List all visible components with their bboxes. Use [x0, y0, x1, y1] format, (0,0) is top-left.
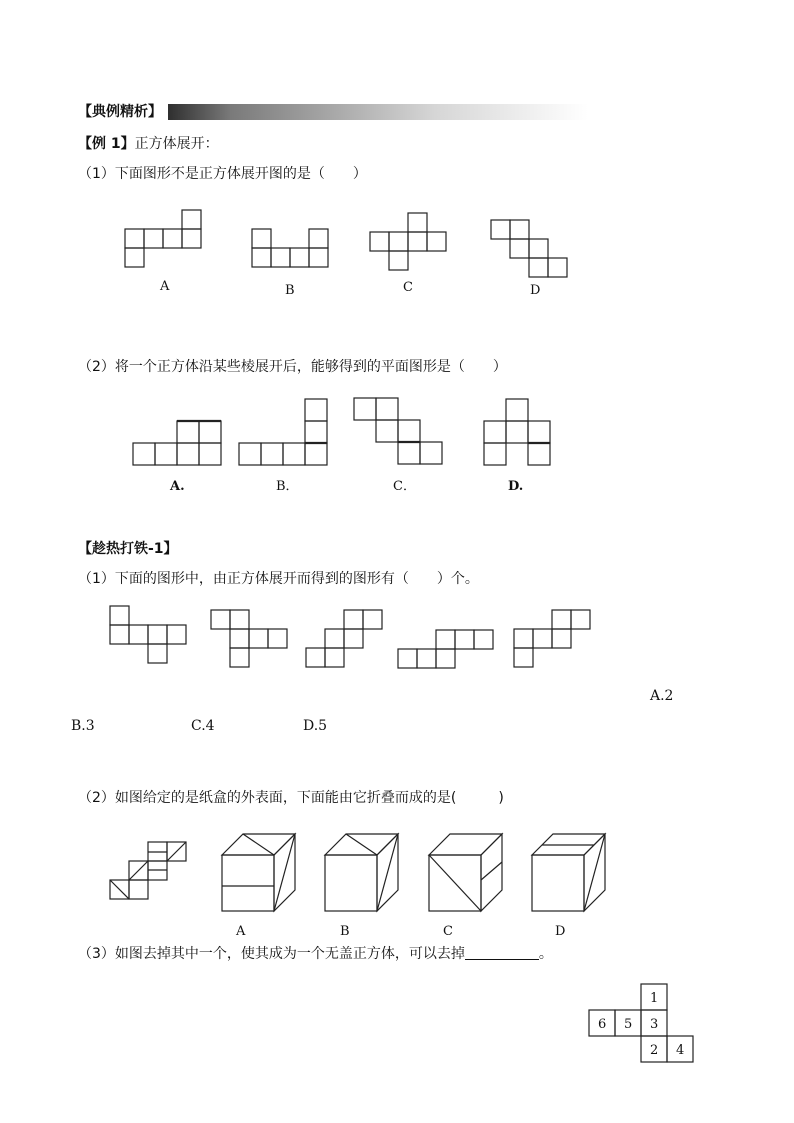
fold-d-label: D. [508, 479, 524, 494]
net-d-label: D [530, 283, 541, 298]
example-1-question-2: （2）将一个正方体沿某些棱展开后，能够得到的平面图形是（ ） [78, 359, 507, 375]
section-title: 【典例精析】 [78, 103, 168, 121]
option-b: B.3 [71, 718, 95, 734]
net-number-1: 1 [650, 991, 659, 1006]
practice-question-3-end: 。 [538, 946, 553, 962]
net-c-label: C [403, 280, 413, 295]
example-1-label: 【例 1】 [78, 136, 135, 152]
net-number-4: 4 [676, 1043, 685, 1058]
practice-question-2: （2）如图给定的是纸盒的外表面，下面能由它折叠而成的是( ) [78, 790, 504, 806]
example-1-title: 正方体展开： [134, 136, 219, 152]
net-b-label: B [285, 283, 295, 298]
fold-b-label: B． [276, 479, 299, 494]
example-1-question-1: （1）下面图形不是正方体展开图的是（ ） [78, 166, 367, 182]
option-d: D.5 [303, 718, 328, 734]
option-c: C.4 [191, 718, 215, 734]
net-a-label: A [160, 279, 170, 294]
practice-heading: 【趁热打铁-1】 [78, 541, 178, 557]
net-number-6: 6 [598, 1017, 607, 1032]
cube-b-label: B [340, 924, 350, 939]
option-a: A.2 [650, 688, 674, 704]
fold-a-label: A. [170, 479, 185, 494]
net-number-5: 5 [624, 1017, 633, 1032]
cube-d-label: D [555, 924, 566, 939]
cube-a-label: A [236, 924, 246, 939]
net-number-2: 2 [650, 1043, 659, 1058]
practice-question-1: （1）下面的图形中，由正方体展开而得到的图形有（ ）个。 [78, 571, 479, 587]
fold-c-label: C． [393, 479, 416, 494]
cube-c-label: C [443, 924, 453, 939]
practice-question-3-text: （3）如图去掉其中一个，使其成为一个无盖正方体，可以去掉 [78, 946, 465, 962]
net-number-3: 3 [650, 1017, 659, 1032]
